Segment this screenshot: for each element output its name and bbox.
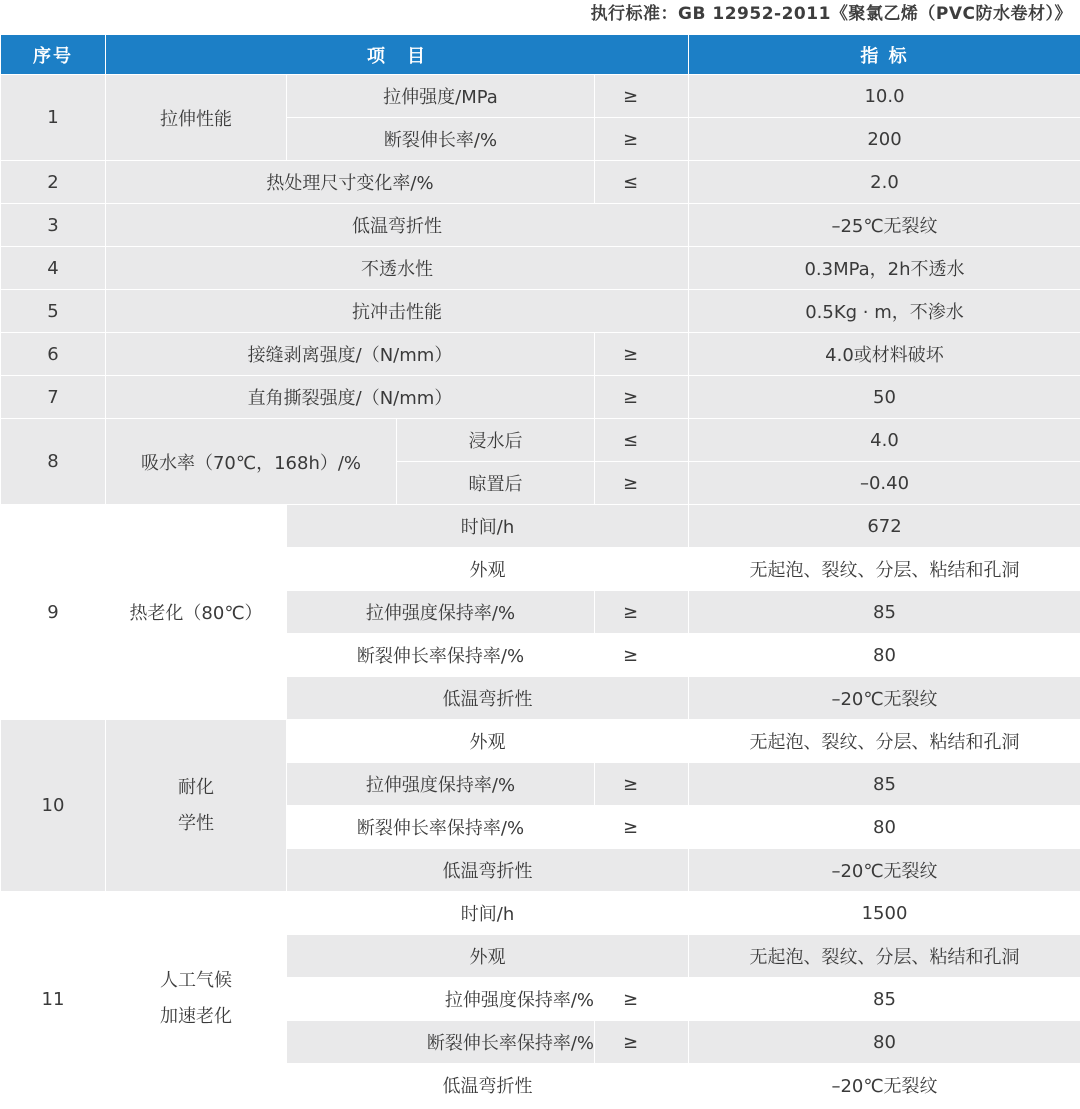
row-symbol: ≥ (595, 634, 689, 677)
row-item-name: 抗冲击性能 (106, 290, 689, 333)
row-value: –20℃无裂纹 (689, 1064, 1080, 1107)
row-item-name: 热处理尺寸变化率/% (106, 161, 595, 204)
row-group: 热老化（80℃） (106, 505, 287, 720)
row-group-line: 学性 (178, 812, 214, 834)
row-value: 无起泡、裂纹、分层、粘结和孔洞 (689, 935, 1080, 978)
row-no: 8 (1, 419, 106, 505)
row-item-name: 拉伸强度保持率/% (287, 978, 595, 1021)
standard-label: 执行标准：GB 12952-2011《聚氯乙烯（PVC防水卷材）》 (590, 4, 1072, 24)
row-item-name: 拉伸强度保持率/% (287, 591, 595, 634)
header-no: 序号 (1, 35, 106, 75)
row-symbol: ≥ (595, 75, 689, 118)
row-item-name: 外观 (287, 548, 689, 591)
row-value: 无起泡、裂纹、分层、粘结和孔洞 (689, 548, 1080, 591)
row-item-name: 断裂伸长率保持率/% (287, 634, 595, 677)
row-symbol: ≤ (595, 419, 689, 462)
row-no: 10 (1, 720, 106, 892)
table-row (1, 247, 1080, 290)
row-no: 11 (1, 892, 106, 1107)
row-value: 85 (689, 591, 1080, 634)
row-value: –20℃无裂纹 (689, 849, 1080, 892)
row-item-name: 低温弯折性 (287, 1064, 689, 1107)
row-group-line: 加速老化 (160, 1006, 232, 1027)
row-no: 1 (1, 75, 106, 161)
table-row (1, 75, 1080, 118)
row-value: 0.5Kg · m，不渗水 (689, 290, 1080, 333)
row-item-name: 拉伸强度/MPa (287, 75, 595, 118)
row-item-name: 时间/h (287, 505, 689, 548)
row-value: –25℃无裂纹 (689, 204, 1080, 247)
header-index: 指 标 (689, 35, 1080, 75)
row-group (106, 720, 287, 892)
row-group: 拉伸性能 (106, 75, 287, 161)
row-value: 80 (689, 806, 1080, 849)
row-group: 吸水率（70℃，168h）/% (106, 419, 397, 505)
header-item: 项 目 (106, 35, 689, 75)
row-item-name: 低温弯折性 (287, 849, 689, 892)
row-value: 85 (689, 763, 1080, 806)
row-item-name: 直角撕裂强度/（N/mm） (106, 376, 595, 419)
row-value: 80 (689, 634, 1080, 677)
row-group-line: 耐化 (178, 776, 214, 798)
table-header (1, 35, 1080, 75)
row-no: 7 (1, 376, 106, 419)
row-symbol: ≥ (595, 376, 689, 419)
row-item-name: 断裂伸长率/% (287, 118, 595, 161)
spec-table (0, 34, 1080, 1107)
row-group (106, 892, 287, 1107)
row-no: 4 (1, 247, 106, 290)
row-symbol: ≥ (595, 462, 689, 505)
row-symbol: ≥ (595, 763, 689, 806)
row-item-name: 接缝剥离强度/（N/mm） (106, 333, 595, 376)
row-group-line: 人工气候 (160, 970, 232, 991)
row-item-name: 时间/h (287, 892, 689, 935)
row-item-name: 外观 (287, 720, 689, 763)
row-no: 3 (1, 204, 106, 247)
row-no: 2 (1, 161, 106, 204)
row-symbol: ≥ (595, 333, 689, 376)
row-value: 200 (689, 118, 1080, 161)
row-symbol: ≥ (595, 1021, 689, 1064)
row-no: 9 (1, 505, 106, 720)
row-item-name: 低温弯折性 (106, 204, 689, 247)
row-value: 672 (689, 505, 1080, 548)
table-row (1, 161, 1080, 204)
row-item-name: 浸水后 (397, 419, 595, 462)
row-value: 80 (689, 1021, 1080, 1064)
table-row (1, 720, 1080, 763)
table-row (1, 376, 1080, 419)
table-row (1, 892, 1080, 935)
row-symbol: ≥ (595, 806, 689, 849)
table-row (1, 290, 1080, 333)
table-row (1, 419, 1080, 462)
row-value: 无起泡、裂纹、分层、粘结和孔洞 (689, 720, 1080, 763)
row-value: –0.40 (689, 462, 1080, 505)
row-no: 6 (1, 333, 106, 376)
row-value: 50 (689, 376, 1080, 419)
row-value: 2.0 (689, 161, 1080, 204)
row-value: 10.0 (689, 75, 1080, 118)
row-symbol: ≤ (595, 161, 689, 204)
row-value: 85 (689, 978, 1080, 1021)
table-row (1, 505, 1080, 548)
row-value: 1500 (689, 892, 1080, 935)
row-no: 5 (1, 290, 106, 333)
row-item-name: 不透水性 (106, 247, 689, 290)
row-symbol: ≥ (595, 978, 689, 1021)
row-value: 4.0 (689, 419, 1080, 462)
row-value: –20℃无裂纹 (689, 677, 1080, 720)
table-row (1, 204, 1080, 247)
row-value: 4.0或材料破坏 (689, 333, 1080, 376)
row-value: 0.3MPa，2h不透水 (689, 247, 1080, 290)
row-symbol: ≥ (595, 591, 689, 634)
row-symbol: ≥ (595, 118, 689, 161)
row-item-name: 断裂伸长率保持率/% (287, 806, 595, 849)
row-item-name: 外观 (287, 935, 689, 978)
table-row (1, 333, 1080, 376)
row-item-name: 低温弯折性 (287, 677, 689, 720)
row-item-name: 晾置后 (397, 462, 595, 505)
row-item-name: 断裂伸长率保持率/% (287, 1021, 595, 1064)
row-item-name: 拉伸强度保持率/% (287, 763, 595, 806)
